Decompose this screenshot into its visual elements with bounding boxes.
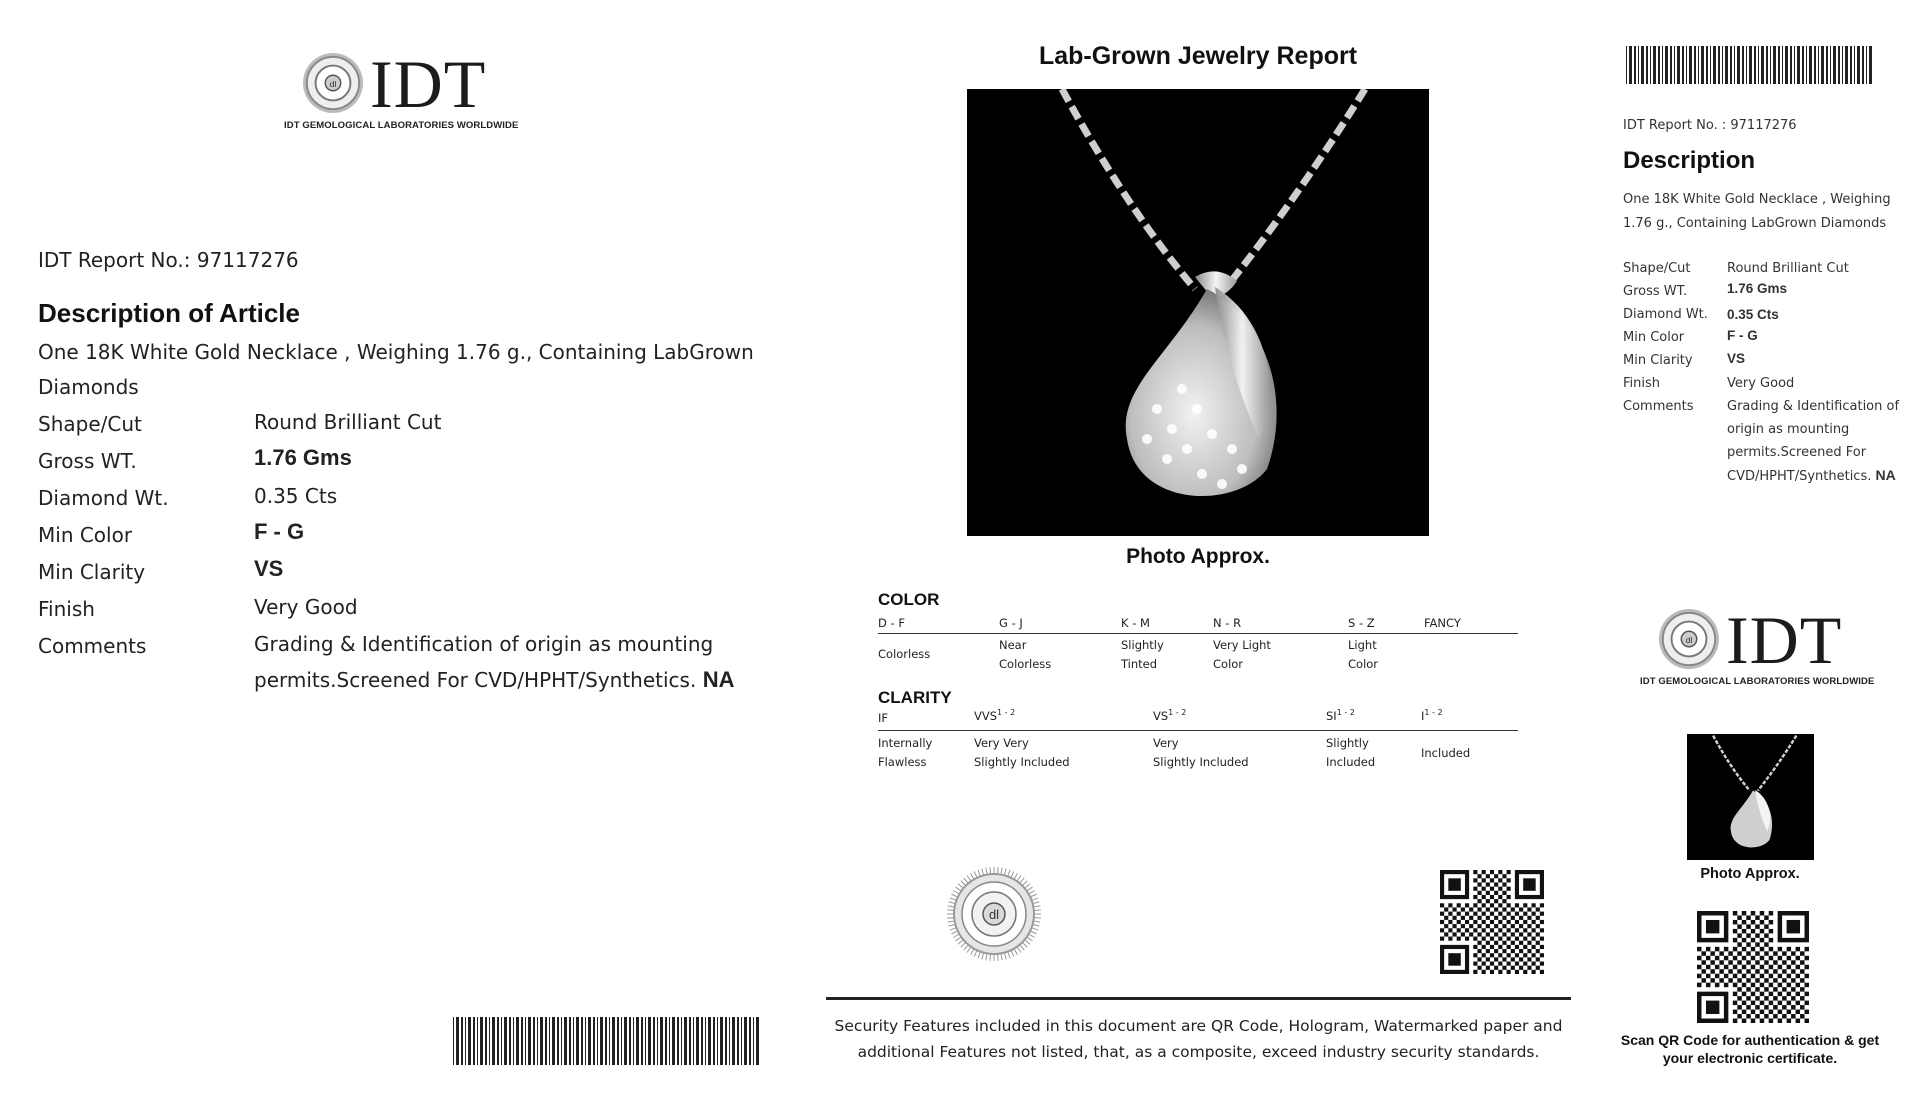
detail-value (1727, 395, 1923, 488)
detail-label: Min Clarity (1623, 353, 1693, 368)
color-desc-line: Very Light (1213, 638, 1271, 652)
clarity-desc (1421, 744, 1470, 763)
clarity-desc (974, 734, 1070, 772)
color-grade: S - Z (1348, 616, 1375, 630)
detail-value: 0.35 Cts (1727, 307, 1779, 322)
comments-text: Grading & Identification of origin as mounting permits.Screened For CVD/HPHT/Synthetics. (254, 632, 714, 692)
idt-seal-icon (1658, 608, 1720, 670)
report-number-label: IDT Report No. : (1623, 118, 1727, 133)
color-desc-line: Slightly (1121, 638, 1164, 652)
svg-text:dl: dl (1685, 634, 1693, 645)
color-desc-line: Tinted (1121, 657, 1158, 671)
color-desc (1121, 636, 1164, 674)
clarity-grade-sup: 1 - 2 (997, 708, 1016, 717)
report-number-value: 97117276 (1730, 118, 1797, 133)
clarity-desc (1153, 734, 1249, 772)
clarity-grade-base: VS (1153, 708, 1169, 723)
report-title: Lab-Grown Jewelry Report (1038, 42, 1358, 70)
clarity-desc-line: Slightly (1326, 736, 1369, 750)
detail-label: Diamond Wt. (1623, 307, 1708, 322)
comments-text: Grading & Identification of origin as mounting permits.Screened For CVD/HPHT/Synthetics. (1727, 399, 1900, 484)
detail-row-comments (38, 634, 778, 714)
clarity-grade-base: SI (1326, 708, 1337, 723)
jewelry-photo (967, 89, 1429, 536)
report-number (38, 248, 299, 272)
color-grade: G - J (999, 616, 1023, 630)
svg-text:dl: dl (329, 78, 337, 89)
description-heading: Description (1623, 147, 1756, 174)
idt-logo-right (1640, 602, 1890, 692)
clarity-desc-line: Internally (878, 736, 933, 750)
detail-value: Very Good (254, 595, 358, 619)
barcode-bars (453, 1017, 759, 1065)
color-grade: D - F (878, 616, 905, 630)
detail-label: Min Clarity (38, 560, 146, 584)
clarity-desc (878, 734, 932, 772)
report-number-value: 97117276 (196, 248, 299, 272)
description-text: One 18K White Gold Necklace , Weighing 1.76 g., Containing LabGrown Diamonds (38, 340, 754, 399)
clarity-desc-line: Included (1421, 746, 1471, 760)
clarity-grade-sup: 1 - 2 (1424, 708, 1443, 717)
detail-value: 1.76 Gms (1727, 281, 1788, 296)
clarity-desc-line: Slightly Included (974, 755, 1070, 769)
comments-na: NA (702, 667, 735, 692)
clarity-desc (1326, 734, 1375, 772)
clarity-grade-base: I (1421, 708, 1425, 723)
color-desc-line: Color (1348, 657, 1379, 671)
color-desc (1213, 636, 1271, 674)
divider (826, 997, 1571, 1000)
detail-label: Shape/Cut (38, 412, 142, 436)
logo-tagline: IDT GEMOLOGICAL LABORATORIES WORLDWIDE (284, 120, 519, 131)
description-text: One 18K White Gold Necklace , Weighing 1.76 g., Containing LabGrown Diamonds (1623, 192, 1891, 231)
clarity-grade (974, 708, 1015, 723)
color-desc (878, 645, 930, 664)
detail-label: Finish (38, 597, 95, 621)
clarity-scale (878, 688, 1518, 778)
clarity-desc-line: Very Very (974, 736, 1029, 750)
necklace-image (967, 89, 1429, 536)
clarity-heading: CLARITY (878, 688, 952, 707)
description-heading: Description of Article (38, 298, 300, 328)
detail-value: F - G (1727, 328, 1758, 343)
qr-code-icon (1440, 870, 1544, 974)
detail-value: 0.35 Cts (254, 484, 338, 508)
clarity-desc-line: Slightly Included (1153, 755, 1249, 769)
logo-brand: IDT (1726, 602, 1843, 678)
clarity-rule (878, 730, 1518, 731)
idt-seal-icon (302, 52, 364, 114)
detail-value: Very Good (1727, 376, 1795, 391)
svg-text:dl: dl (988, 907, 1000, 922)
detail-value: F - G (254, 519, 305, 544)
logo-tagline: IDT GEMOLOGICAL LABORATORIES WORLDWIDE (1640, 676, 1875, 687)
color-grade: K - M (1121, 616, 1150, 630)
detail-label: Min Color (1623, 330, 1685, 345)
detail-label: Comments (1623, 399, 1694, 414)
report-number (1623, 118, 1797, 133)
clarity-grade (1421, 708, 1443, 723)
detail-value: VS (1727, 351, 1746, 366)
detail-label: Gross WT. (1623, 284, 1688, 299)
logo-brand: IDT (370, 46, 487, 122)
color-desc-line: Colorless (999, 657, 1052, 671)
detail-value: Round Brilliant Cut (254, 410, 442, 434)
detail-value: VS (254, 556, 284, 581)
photo-caption: Photo Approx. (1126, 545, 1270, 568)
color-rule (878, 633, 1518, 634)
clarity-desc-line: Very (1153, 736, 1179, 750)
clarity-grade (1326, 708, 1355, 723)
comments-na: NA (1875, 467, 1896, 483)
qr-code-icon (1697, 911, 1809, 1023)
clarity-desc-line: Flawless (878, 755, 927, 769)
idt-logo-top (284, 46, 534, 136)
detail-label: Comments (38, 634, 147, 658)
clarity-grade-sup: 1 - 2 (1168, 708, 1187, 717)
security-notice: Security Features included in this document are QR Code, Hologram, Watermarked paper and additional Features not listed, that, as a composite, exceed industry security standards. (834, 1017, 1563, 1061)
clarity-grade (1153, 708, 1186, 723)
clarity-grade-sup: 1 - 2 (1336, 708, 1355, 717)
detail-value: 1.76 Gms (254, 445, 352, 470)
detail-label: Diamond Wt. (38, 486, 169, 510)
thumbnail-caption: Photo Approx. (1700, 866, 1800, 882)
detail-label: Min Color (38, 523, 133, 547)
barcode (453, 1017, 761, 1065)
barcode-bars (1626, 46, 1872, 84)
necklace-thumb-image (1687, 734, 1814, 860)
clarity-desc-line: Included (1326, 755, 1376, 769)
color-scale (878, 590, 1518, 680)
color-desc-line: Light (1348, 638, 1377, 652)
clarity-grade-base: VVS (974, 708, 998, 723)
color-heading: COLOR (878, 590, 940, 609)
scan-instructions: Scan QR Code for authentication & get your electronic certificate. (1620, 1032, 1880, 1066)
jewelry-thumbnail (1687, 734, 1814, 860)
detail-label: Gross WT. (38, 449, 137, 473)
color-grade: N - R (1213, 616, 1242, 630)
detail-label: Finish (1623, 376, 1661, 391)
clarity-grade (878, 711, 888, 725)
color-desc (999, 636, 1051, 674)
color-desc-line: Near (999, 638, 1027, 652)
detail-label: Shape/Cut (1623, 261, 1691, 276)
barcode (1626, 46, 1874, 84)
report-number-label: IDT Report No.: (38, 248, 191, 272)
color-grade: FANCY (1424, 616, 1461, 630)
clarity-grade-base: IF (878, 711, 889, 725)
detail-value (254, 627, 774, 698)
color-desc (1348, 636, 1378, 674)
detail-value: Round Brilliant Cut (1727, 261, 1849, 276)
color-desc-line: Colorless (878, 647, 931, 661)
hologram-seal-icon (946, 866, 1042, 962)
color-desc-line: Color (1213, 657, 1244, 671)
